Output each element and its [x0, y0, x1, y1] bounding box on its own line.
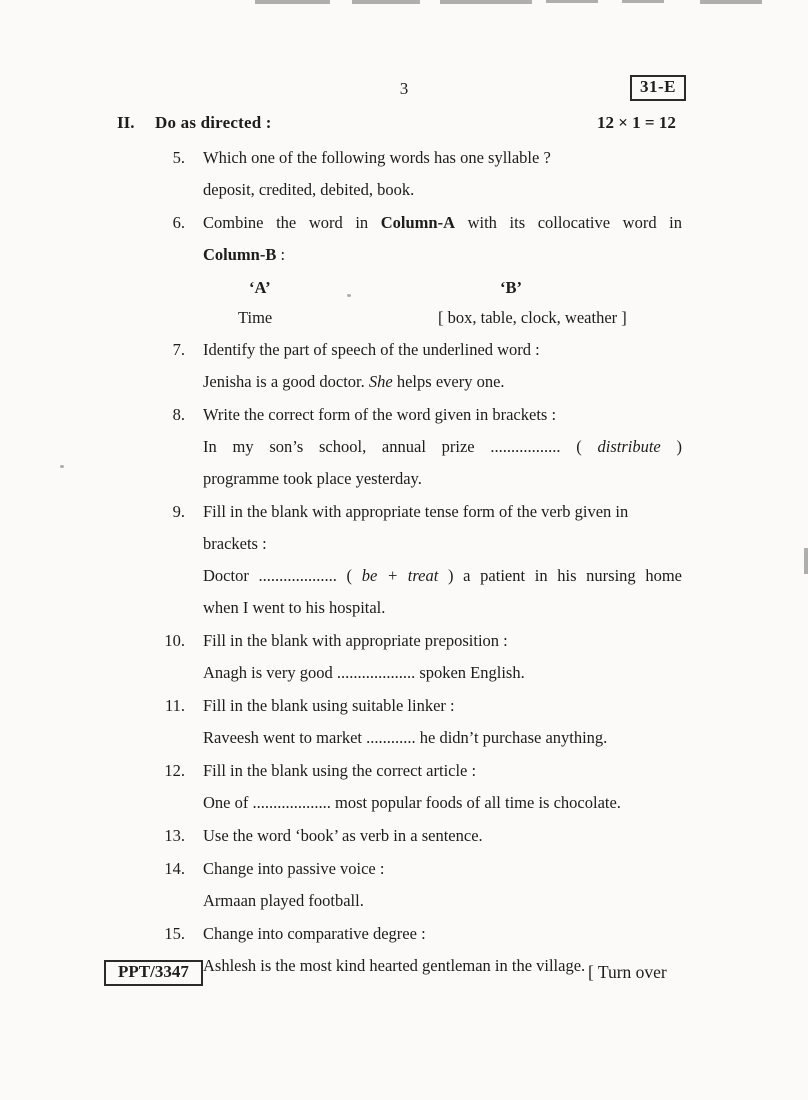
question-body [203, 755, 682, 819]
text-segment: when I went to his hospital. [203, 598, 386, 617]
text-segment: One of ................... most popular foods of all time is chocolate. [203, 793, 621, 812]
question-body [203, 399, 682, 495]
text-segment: brackets : [203, 534, 267, 553]
text-segment: helps every one. [392, 372, 505, 391]
question-body [203, 207, 682, 333]
text-segment: deposit, credited, debited, book. [203, 180, 415, 199]
question-number: 5. [172, 148, 185, 167]
turn-over-label: [ Turn over [588, 962, 667, 982]
text-segment: ) [660, 437, 682, 456]
question-line [203, 722, 682, 754]
question-line [203, 463, 682, 495]
text-segment: Jenisha is a good doctor. [203, 372, 369, 391]
text-segment: Doctor ................... ( [203, 566, 362, 585]
collocation-value-row [203, 303, 682, 333]
text-segment: Raveesh went to market ............ he didn’t purchase anything. [203, 728, 608, 747]
scan-artifact [440, 0, 532, 4]
text-segment: ) a patient in his nursing home [438, 566, 682, 585]
question-line [203, 690, 682, 722]
text-segment: Anagh is very good ................... spoken English. [203, 663, 525, 682]
question-row [115, 142, 682, 206]
question-body [203, 496, 682, 624]
question-body [203, 334, 682, 398]
question-number: 10. [164, 631, 185, 650]
question-line [203, 334, 682, 366]
text-segment: : [276, 245, 286, 264]
text-segment: Fill in the blank with appropriate tense form of the verb given in [203, 502, 629, 521]
text-segment: distribute [597, 437, 661, 456]
question-line [203, 625, 682, 657]
collocation-header-row [203, 273, 682, 303]
text-segment: be + treat [361, 566, 439, 585]
footer-code-badge: PPT/3347 [104, 960, 203, 986]
column-b-value: [ box, table, clock, weather ] [438, 308, 627, 327]
scan-artifact [352, 0, 420, 4]
scan-artifact [804, 548, 808, 574]
text-segment: Identify the part of speech of the underlined word : [203, 340, 540, 359]
question-line [203, 918, 682, 950]
page-number: 3 [399, 79, 409, 98]
text-segment: Column-A [380, 213, 456, 232]
question-row [115, 399, 682, 495]
text-segment: Change into passive voice : [203, 859, 385, 878]
question-row [115, 853, 682, 917]
question-number: 13. [164, 826, 185, 845]
text-segment: Write the correct form of the word given in brackets : [203, 405, 557, 424]
text-segment: Which one of the following words has one syllable ? [203, 148, 551, 167]
paper-code-badge: 31-E [630, 75, 686, 101]
question-body [203, 820, 682, 852]
question-line [203, 174, 682, 206]
question-body [203, 690, 682, 754]
question-body [203, 853, 682, 917]
text-segment: programme took place yesterday. [203, 469, 422, 488]
question-row [115, 755, 682, 819]
scan-artifact [546, 0, 598, 3]
question-line [203, 366, 682, 398]
question-body [203, 625, 682, 689]
text-segment: Change into comparative degree : [203, 924, 426, 943]
scan-artifact [700, 0, 762, 4]
text-segment: Column-B [203, 245, 277, 264]
question-line [203, 207, 682, 239]
column-a-value: Time [238, 308, 273, 327]
text-segment: Fill in the blank using the correct article : [203, 761, 477, 780]
question-number: 7. [172, 340, 185, 359]
question-line [203, 657, 682, 689]
question-line [203, 592, 682, 624]
question-line [203, 399, 682, 431]
scan-artifact [255, 0, 330, 4]
question-line [203, 560, 682, 592]
text-segment: with its collocative word in [455, 213, 682, 232]
question-number: 9. [172, 502, 185, 521]
text-segment: Combine the word in [203, 213, 381, 232]
section-marks: 12 × 1 = 12 [597, 113, 676, 132]
question-number: 6. [172, 213, 185, 232]
column-b-header: ‘B’ [500, 278, 522, 297]
question-row [115, 496, 682, 624]
question-line [203, 820, 682, 852]
text-segment: Fill in the blank using suitable linker : [203, 696, 455, 715]
question-number: 11. [164, 696, 185, 715]
question-line [203, 142, 682, 174]
text-segment: In my son’s school, annual prize ................. ( [203, 437, 598, 456]
question-line [203, 431, 682, 463]
question-row [115, 334, 682, 398]
question-line [203, 853, 682, 885]
question-number: 14. [164, 859, 185, 878]
question-number: 8. [172, 405, 185, 424]
question-body [203, 142, 682, 206]
text-segment: Use the word ‘book’ as verb in a sentence. [203, 826, 483, 845]
question-row [115, 820, 682, 852]
section-title: Do as directed : [155, 113, 272, 132]
question-line [203, 885, 682, 917]
column-a-header: ‘A’ [249, 278, 271, 297]
section-heading [0, 113, 808, 139]
question-row [115, 690, 682, 754]
question-line [203, 755, 682, 787]
text-segment: Armaan played football. [203, 891, 364, 910]
question-line [203, 787, 682, 819]
question-number: 15. [164, 924, 185, 943]
question-number: 12. [164, 761, 185, 780]
question-row [115, 625, 682, 689]
question-line [203, 528, 682, 560]
section-numeral: II. [117, 113, 135, 132]
scan-artifact [60, 465, 64, 468]
text-segment: She [368, 372, 393, 391]
question-row [115, 207, 682, 333]
questions [115, 142, 682, 983]
question-line [203, 239, 682, 271]
question-line [203, 496, 682, 528]
scan-artifact [622, 0, 664, 3]
text-segment: Ashlesh is the most kind hearted gentleman in the village. [203, 956, 586, 975]
text-segment: Fill in the blank with appropriate preposition : [203, 631, 508, 650]
